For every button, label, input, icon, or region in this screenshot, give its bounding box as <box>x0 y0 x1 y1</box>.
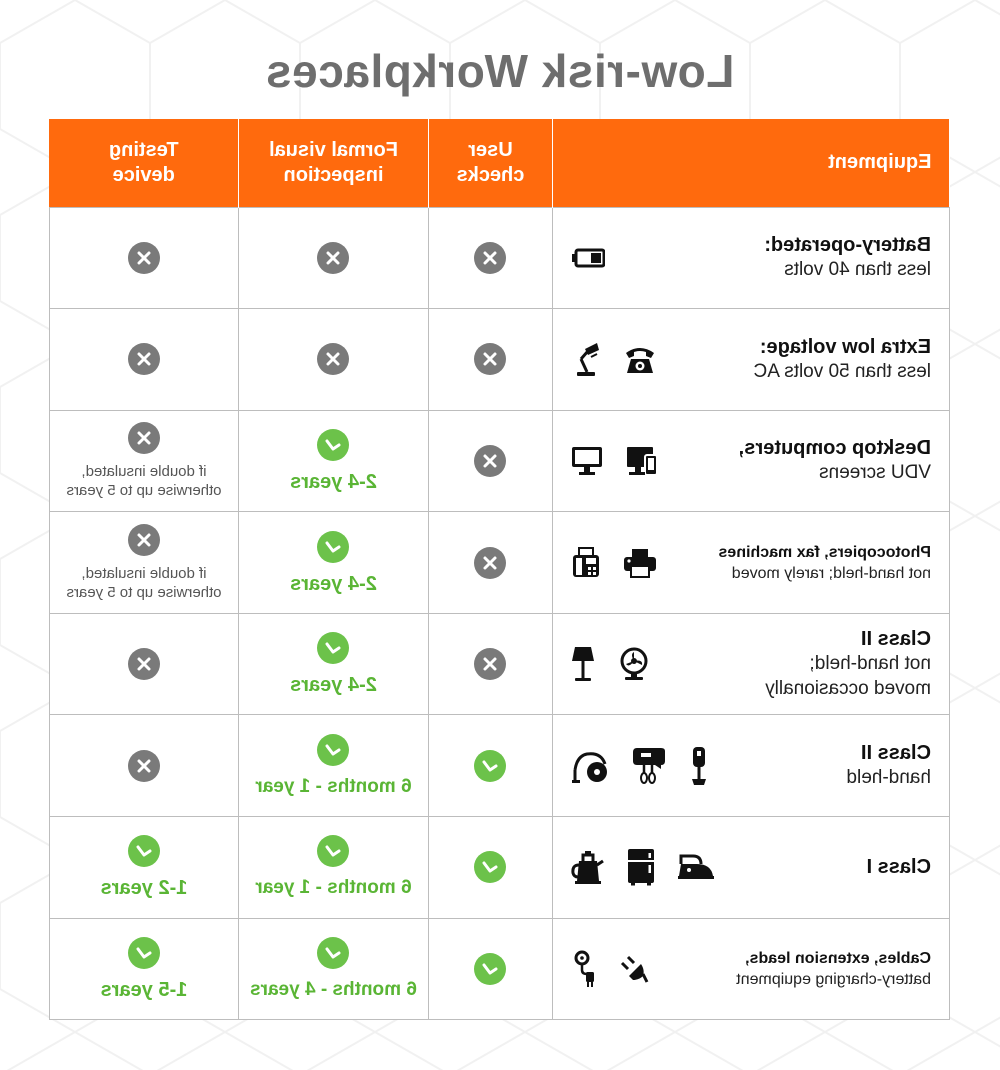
equipment-content <box>571 208 931 309</box>
check-icon <box>128 937 160 969</box>
user-checks-cell <box>429 309 553 411</box>
table-row <box>50 613 950 715</box>
column-header-testing-device <box>50 119 239 207</box>
cross-icon <box>475 445 507 477</box>
cross-icon <box>128 242 160 274</box>
equipment-content <box>571 309 931 410</box>
equipment-cell <box>553 918 950 1020</box>
testing-device-cell <box>50 410 239 512</box>
visual-inspection-status <box>243 242 424 274</box>
equipment-name: Battery-operated: <box>764 234 931 257</box>
visual-inspection-cell <box>239 512 429 614</box>
iron-icon <box>677 854 715 880</box>
fan-icon <box>617 647 651 681</box>
testing-device-status <box>54 937 234 1001</box>
user-checks-cell <box>429 512 553 614</box>
equipment-icons <box>571 547 657 579</box>
vacuum-cleaner-icon <box>571 748 609 784</box>
check-icon <box>475 851 507 883</box>
visual-inspection-status <box>243 734 424 798</box>
testing-device-note <box>66 462 221 500</box>
check-icon <box>318 531 350 563</box>
testing-device-cell <box>50 512 239 614</box>
user-checks-cell <box>429 817 553 919</box>
visual-inspection-cell <box>239 918 429 1020</box>
check-icon <box>318 937 350 969</box>
testing-device-interval: 1-2 years <box>100 877 188 900</box>
visual-inspection-interval: 2-4 years <box>290 572 377 595</box>
equipment-content <box>571 411 931 512</box>
equipment-icons <box>571 746 709 786</box>
printer-icon <box>623 548 657 578</box>
equipment-description: not hand-held; <box>809 653 931 675</box>
testing-device-status <box>54 648 234 680</box>
equipment-cell <box>553 715 950 817</box>
equipment-icons <box>571 341 657 377</box>
testing-device-status <box>54 835 234 899</box>
testing-device-status <box>54 422 234 500</box>
testing-device-label: Testing device <box>108 138 179 186</box>
floor-lamp-icon <box>571 646 595 682</box>
equipment-icons <box>571 248 605 268</box>
user-checks-cell <box>429 715 553 817</box>
equipment-icons <box>571 848 715 886</box>
table-body <box>50 207 950 1020</box>
equipment-text <box>669 542 931 584</box>
equipment-text <box>663 627 931 701</box>
desk-lamp-icon <box>571 341 601 377</box>
equipment-content <box>571 512 931 613</box>
testing-device-status <box>54 343 234 375</box>
equipment-icons <box>571 445 659 477</box>
testing-note-line-1: if double insulated, <box>81 564 207 582</box>
user-checks-cell <box>429 613 553 715</box>
check-icon <box>318 835 350 867</box>
visual-inspection-cell <box>239 817 429 919</box>
equipment-description-2: moved occasionally <box>765 678 931 700</box>
equipment-cell <box>553 410 950 512</box>
testing-device-cell <box>50 817 239 919</box>
equipment-name: Photocopiers, fax machines <box>718 543 931 561</box>
fridge-icon <box>627 848 655 886</box>
visual-inspection-status <box>243 835 424 899</box>
table-row <box>50 715 950 817</box>
table-header-row <box>50 119 950 207</box>
equipment-content <box>571 817 931 918</box>
monitor-icon <box>571 446 603 476</box>
equipment-name: Class II <box>860 628 931 651</box>
visual-inspection-interval: 6 months - 1 year <box>255 775 412 797</box>
equipment-table <box>49 119 950 1020</box>
equipment-content <box>571 919 931 1020</box>
battery-icon <box>571 248 605 268</box>
equipment-content <box>571 715 931 816</box>
check-icon <box>128 835 160 867</box>
equipment-description: not hand-held; rarely moved <box>731 564 931 582</box>
equipment-content <box>571 614 931 715</box>
visual-inspection-label: Formal visual inspection <box>269 138 398 186</box>
visual-inspection-interval: 2-4 years <box>290 674 377 697</box>
cross-icon <box>475 242 507 274</box>
plug-icon <box>619 954 649 984</box>
equipment-name: Desktop computers, <box>738 437 931 460</box>
check-icon <box>475 750 507 782</box>
equipment-text <box>669 335 931 384</box>
check-icon <box>318 734 350 766</box>
testing-note-line-2: otherwise up to 5 years <box>66 583 222 601</box>
visual-inspection-interval: 2-4 years <box>290 470 377 493</box>
user-checks-cell <box>429 207 553 309</box>
table-row <box>50 512 950 614</box>
equipment-description: battery-charging equipment <box>736 970 931 988</box>
testing-note-line-1: if double insulated, <box>81 462 207 480</box>
visual-inspection-cell <box>239 715 429 817</box>
visual-inspection-status <box>243 937 424 1001</box>
table-row <box>50 309 950 411</box>
table-row <box>50 918 950 1020</box>
testing-device-interval: 1-5 years <box>100 978 188 1001</box>
visual-inspection-status <box>243 429 424 493</box>
testing-device-cell <box>50 613 239 715</box>
check-icon <box>318 429 350 461</box>
fax-icon <box>571 547 601 579</box>
equipment-icons <box>571 646 651 682</box>
hand-blender-icon <box>689 746 709 786</box>
equipment-icons <box>571 950 649 988</box>
cross-icon <box>128 422 160 454</box>
equipment-text <box>671 436 931 485</box>
cross-icon <box>318 242 350 274</box>
equipment-name: Cables, extension leads, <box>745 949 931 967</box>
equipment-text <box>727 855 931 879</box>
testing-device-status <box>54 524 234 602</box>
cross-icon <box>475 648 507 680</box>
testing-device-note <box>66 564 221 602</box>
cross-icon <box>475 343 507 375</box>
visual-inspection-cell <box>239 207 429 309</box>
equipment-description: hand-held <box>846 767 931 789</box>
testing-device-status <box>54 750 234 782</box>
testing-device-cell <box>50 309 239 411</box>
testing-device-cell <box>50 207 239 309</box>
cross-icon <box>475 547 507 579</box>
kettle-icon <box>571 849 605 885</box>
column-header-user-checks <box>429 119 553 207</box>
equipment-text <box>617 233 931 282</box>
testing-device-status <box>54 242 234 274</box>
equipment-description: less than 40 volts <box>784 259 931 281</box>
visual-inspection-status <box>243 343 424 375</box>
equipment-text <box>661 948 931 990</box>
equipment-name: Extra low voltage: <box>759 335 931 358</box>
visual-inspection-status <box>243 531 424 595</box>
computer-devices-icon <box>625 445 659 477</box>
equipment-cell <box>553 613 950 715</box>
table-row <box>50 207 950 309</box>
equipment-cell <box>553 207 950 309</box>
check-icon <box>475 953 507 985</box>
user-checks-label: User checks <box>456 138 525 186</box>
column-header-equipment: Equipment <box>553 119 950 207</box>
testing-device-cell <box>50 918 239 1020</box>
equipment-cell <box>553 309 950 411</box>
telephone-icon <box>623 343 657 375</box>
cross-icon <box>128 343 160 375</box>
equipment-name: Class I <box>866 856 931 879</box>
visual-inspection-interval: 6 months - 1 year <box>255 877 412 899</box>
charger-icon <box>571 950 597 988</box>
cross-icon <box>318 343 350 375</box>
visual-inspection-status <box>243 632 424 696</box>
table-row <box>50 817 950 919</box>
equipment-description: VDU screens <box>819 462 931 484</box>
testing-device-cell <box>50 715 239 817</box>
equipment-cell <box>553 817 950 919</box>
cross-icon <box>128 524 160 556</box>
table-row <box>50 410 950 512</box>
equipment-description: less than 50 volts AC <box>753 360 931 382</box>
equipment-cell <box>553 512 950 614</box>
cross-icon <box>128 750 160 782</box>
equipment-text <box>721 741 931 790</box>
testing-note-line-2: otherwise up to 5 years <box>66 481 222 499</box>
user-checks-cell <box>429 918 553 1020</box>
visual-inspection-interval: 6 months - 4 years <box>250 978 417 1000</box>
page-title: Low-risk Workplaces <box>265 45 735 97</box>
user-checks-cell <box>429 410 553 512</box>
cross-icon <box>128 648 160 680</box>
check-icon <box>318 632 350 664</box>
hand-mixer-icon <box>631 747 667 785</box>
visual-inspection-cell <box>239 410 429 512</box>
equipment-name: Class II <box>860 742 931 765</box>
column-header-visual-inspection <box>239 119 429 207</box>
visual-inspection-cell <box>239 309 429 411</box>
visual-inspection-cell <box>239 613 429 715</box>
